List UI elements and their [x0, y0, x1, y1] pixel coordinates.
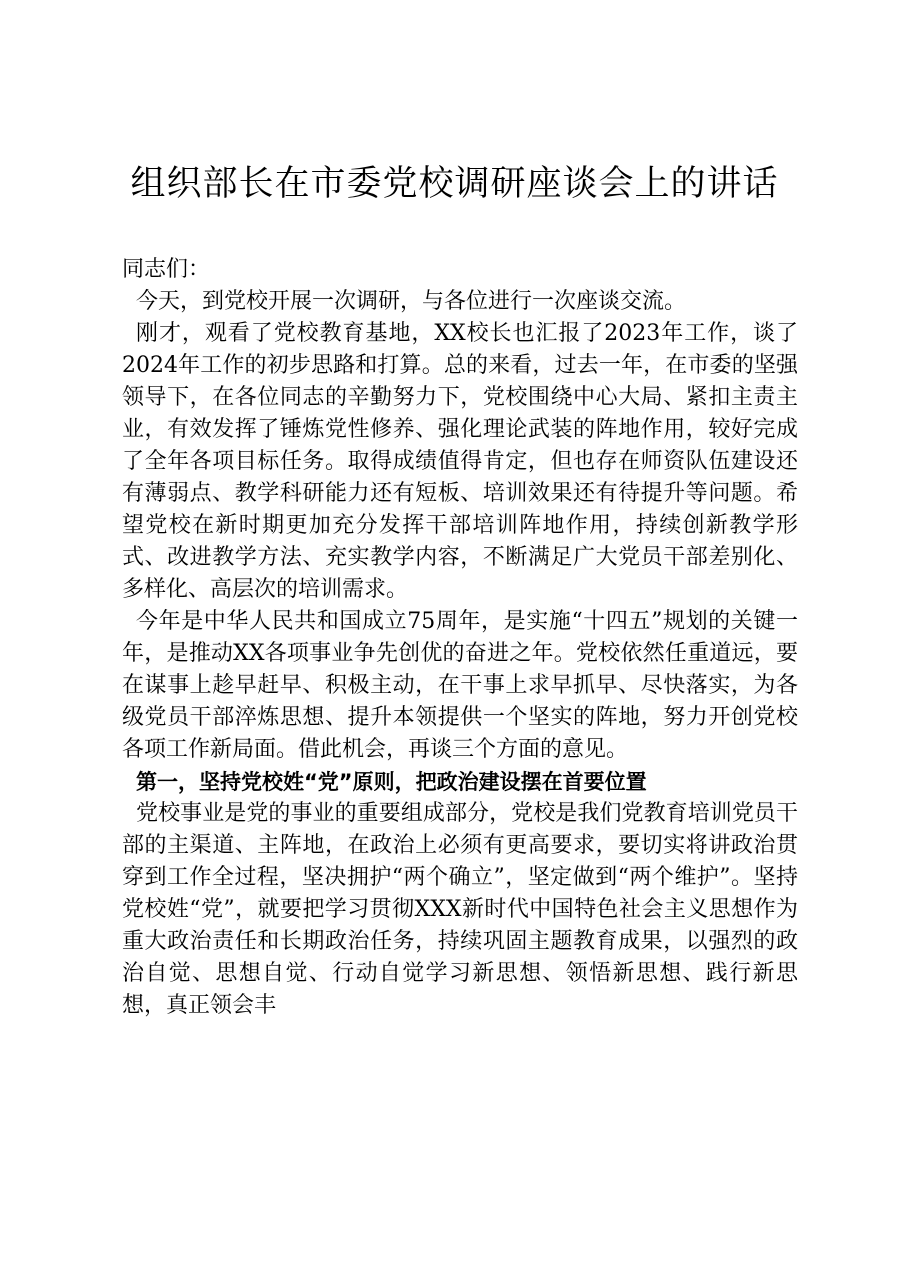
paragraph-review: 刚才，观看了党校教育基地，XX校长也汇报了2023年工作，谈了2024年工作的初步思路和打算。总的来看，过去一年，在市委的坚强领导下，在各位同志的辛勤努力下，党校围绕中心大局、紧扣主责主业，有效发挥了锤炼党性修养、强化理论武装的阵地作用，较好完成了全年各项目标任务。取得成绩值得肯定，但也存在师资队伍建设还有薄弱点、教学科研能力还有短板、培训效果还有待提升等问题。希望党校在新时期更加充分发挥干部培训阵地作用，持续创新教学形式、改进教学方法、充实教学内容，不断满足广大党员干部差别化、多样化、高层次的培训需求。	[122, 321, 798, 602]
paragraph-this-year: 今年是中华人民共和国成立75周年，是实施“十四五”规划的关键一年，是推动XX各项事业争先创优的奋进之年。党校依然任重道远，要在谋事上趁早赶早、积极主动，在干事上求早抓早、尽快落实，为各级党员干部淬炼思想、提升本领提供一个坚实的阵地，努力开创党校各项工作新局面。借此机会，再谈三个方面的意见。	[122, 609, 798, 762]
document-body	[122, 254, 798, 1022]
paragraph-section-1: 党校事业是党的事业的重要组成部分，党校是我们党教育培训党员干部的主渠道、主阵地，在政治上必须有更高要求，要切实将讲政治贯穿到工作全过程，坚决拥护“两个确立”，坚定做到“两个维护”。坚持党校姓“党”，就要把学习贯彻XXX新时代中国特色社会主义思想作为重大政治责任和长期政治任务，持续巩固主题教育成果，以强烈的政治自觉、思想自觉、行动自觉学习新思想、领悟新思想、践行新思想，真正领会丰	[122, 801, 798, 1018]
paragraph-intro: 今天，到党校开展一次调研，与各位进行一次座谈交流。	[136, 289, 687, 314]
section-heading-1: 第一，坚持党校姓“党”原则，把政治建设摆在首要位置	[136, 770, 647, 794]
document-title: 组织部长在市委党校调研座谈会上的讲话	[130, 164, 779, 204]
salutation: 同志们：	[122, 257, 211, 282]
